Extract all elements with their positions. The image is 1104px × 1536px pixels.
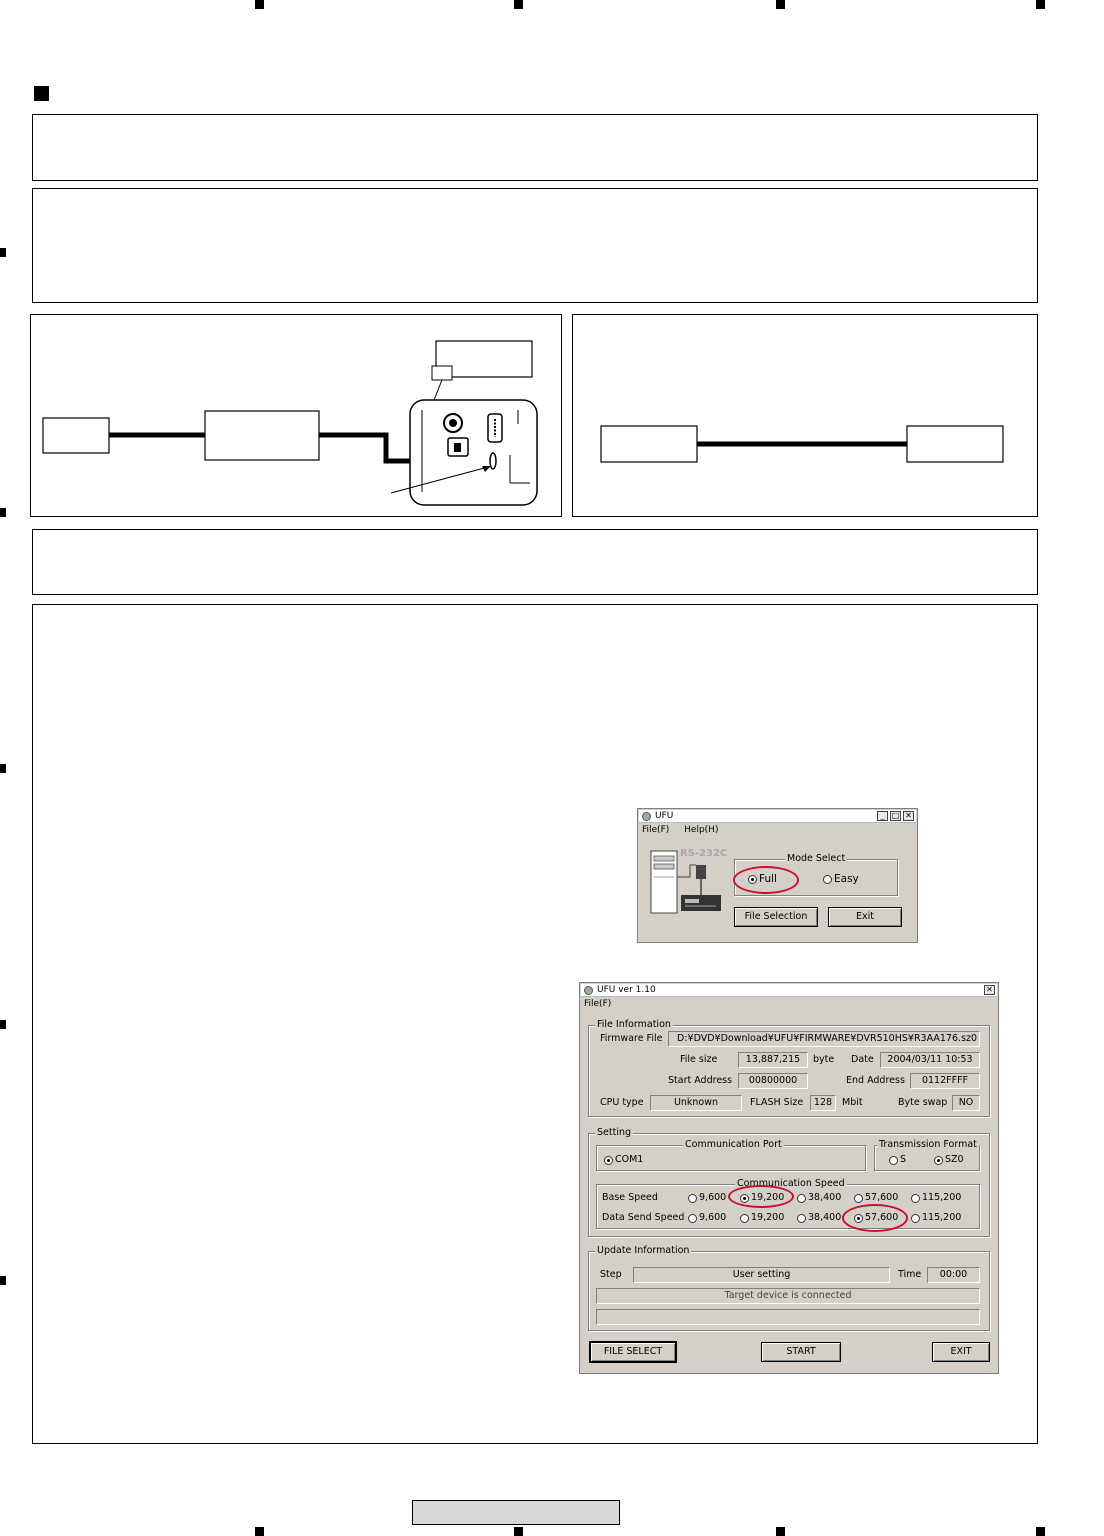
highlight-oval-base-speed [728,1185,794,1208]
registration-mark-top-3 [776,0,785,9]
cable-diagram-box-right [907,426,1003,462]
dialog1-menubar [642,824,730,836]
ufu-main-dialog [579,982,999,1374]
dialog2-menubar [584,998,623,1010]
ufu-mode-select-dialog [637,808,918,943]
diagram-box-interface [205,411,319,460]
file-size-unit: byte [813,1054,835,1065]
base-speed-115200-radio[interactable]: 115,200 [911,1192,961,1204]
send-speed-9600-radio[interactable]: 9,600 [688,1212,726,1224]
minimize-icon[interactable]: _ [877,811,888,821]
menu-help[interactable]: Help(H) [684,825,719,835]
exit-button[interactable]: Exit [828,907,902,927]
communication-port-legend: Communication Port [685,1139,782,1150]
file-size-label: File size [680,1054,718,1065]
date-label: Date [851,1054,874,1065]
file-size-field: 13,887,215 [738,1052,808,1068]
flash-size-field: 128 [810,1095,836,1111]
registration-mark-top-4 [1036,0,1045,9]
mode-select-legend: Mode Select [787,853,846,864]
flash-size-unit: Mbit [842,1097,863,1108]
ufu-app-icon [584,986,593,995]
cable-diagram [572,314,1038,517]
text-frame-3 [32,529,1038,595]
data-send-speed-label: Data Send Speed [602,1212,685,1223]
status-message-field: Target device is connected [596,1288,980,1304]
date-field: 2004/03/11 10:53 [880,1052,980,1068]
time-field: 00:00 [927,1267,980,1283]
highlight-oval-send-speed [842,1204,908,1232]
dialog1-titlebar[interactable] [639,810,916,823]
file-selection-button[interactable]: File Selection [734,907,818,927]
registration-mark-bottom-4 [1036,1527,1045,1536]
registration-mark-left-5 [0,1276,6,1285]
setting-legend: Setting [597,1127,632,1138]
diagram-callout-leader [434,380,442,400]
registration-mark-left-3 [0,764,6,773]
end-address-label: End Address [846,1075,905,1086]
firmware-file-field: D:¥DVD¥Download¥UFU¥FIRMWARE¥DVR510HS¥R3AA176.sz0 [668,1031,980,1047]
base-speed-label: Base Speed [602,1192,658,1203]
dialog2-title: UFU ver 1.10 [597,985,656,995]
dialog2-titlebar[interactable] [581,984,997,997]
registration-mark-bottom-1 [255,1527,264,1536]
byte-swap-label: Byte swap [898,1097,948,1108]
text-frame-2 [32,188,1038,303]
send-speed-19200-radio[interactable]: 19,200 [740,1212,784,1224]
close-icon[interactable]: ✕ [984,985,995,995]
communication-speed-legend: Communication Speed [737,1178,845,1189]
highlight-oval-full [733,866,799,894]
send-speed-38400-radio[interactable]: 38,400 [797,1212,841,1224]
file-select-button[interactable]: FILE SELECT [590,1342,676,1362]
transmission-format-legend: Transmission Format [879,1139,977,1150]
firmware-file-label: Firmware File [600,1033,663,1044]
step-label: Step [600,1269,622,1280]
send-speed-57600-radio[interactable]: 57,600 [854,1212,898,1224]
mode-full-radio[interactable]: Full [748,873,777,885]
base-speed-57600-radio[interactable]: 57,600 [854,1192,898,1204]
base-speed-38400-radio[interactable]: 38,400 [797,1192,841,1204]
cable-diagram-box-left [601,426,697,462]
byte-swap-field: NO [952,1095,980,1111]
progress-field [596,1309,980,1325]
base-speed-19200-radio[interactable]: 19,200 [740,1192,784,1204]
section-bullet-square [34,86,49,101]
registration-mark-bottom-2 [514,1527,523,1536]
illustration-label-rs232c: RS-232C [680,848,728,859]
menu-file[interactable]: File(F) [584,999,612,1009]
diagram-jack-inner [449,419,457,427]
format-sz0-radio[interactable]: SZ0 [934,1154,964,1166]
connection-diagram [30,314,562,517]
base-speed-9600-radio[interactable]: 9,600 [688,1192,726,1204]
diagram-callout-marker [432,366,452,380]
menu-file[interactable]: File(F) [642,825,670,835]
footer-page-bar [412,1500,620,1525]
diagram-usb-port-inner [454,443,461,452]
file-information-legend: File Information [597,1019,671,1030]
text-frame-1 [32,114,1038,181]
step-field: User setting [633,1267,890,1283]
cpu-type-field: Unknown [650,1095,742,1111]
registration-mark-left-4 [0,1020,6,1029]
exit-button[interactable]: EXIT [932,1342,990,1362]
dialog1-title: UFU [655,811,674,821]
close-icon[interactable]: ✕ [903,811,914,821]
maximize-icon[interactable]: □ [891,811,900,820]
registration-mark-bottom-3 [776,1527,785,1536]
start-address-field: 00800000 [738,1073,808,1089]
start-button[interactable]: START [761,1342,841,1362]
registration-mark-top-2 [514,0,523,9]
cpu-type-label: CPU type [600,1097,644,1108]
flash-size-label: FLASH Size [750,1097,804,1108]
mode-easy-radio[interactable]: Easy [823,873,859,885]
send-speed-115200-radio[interactable]: 115,200 [911,1212,961,1224]
com1-radio[interactable]: COM1 [604,1154,643,1166]
ufu-app-icon [642,812,651,821]
format-s-radio[interactable]: S [889,1154,906,1166]
time-label: Time [898,1269,922,1280]
registration-mark-left-1 [0,248,6,257]
diagram-box-pc [43,418,109,453]
update-information-legend: Update Information [597,1245,690,1256]
diagram-service-jack [490,453,496,469]
registration-mark-left-2 [0,508,6,517]
registration-mark-top-1 [255,0,264,9]
start-address-label: Start Address [668,1075,733,1086]
end-address-field: 0112FFFF [910,1073,980,1089]
